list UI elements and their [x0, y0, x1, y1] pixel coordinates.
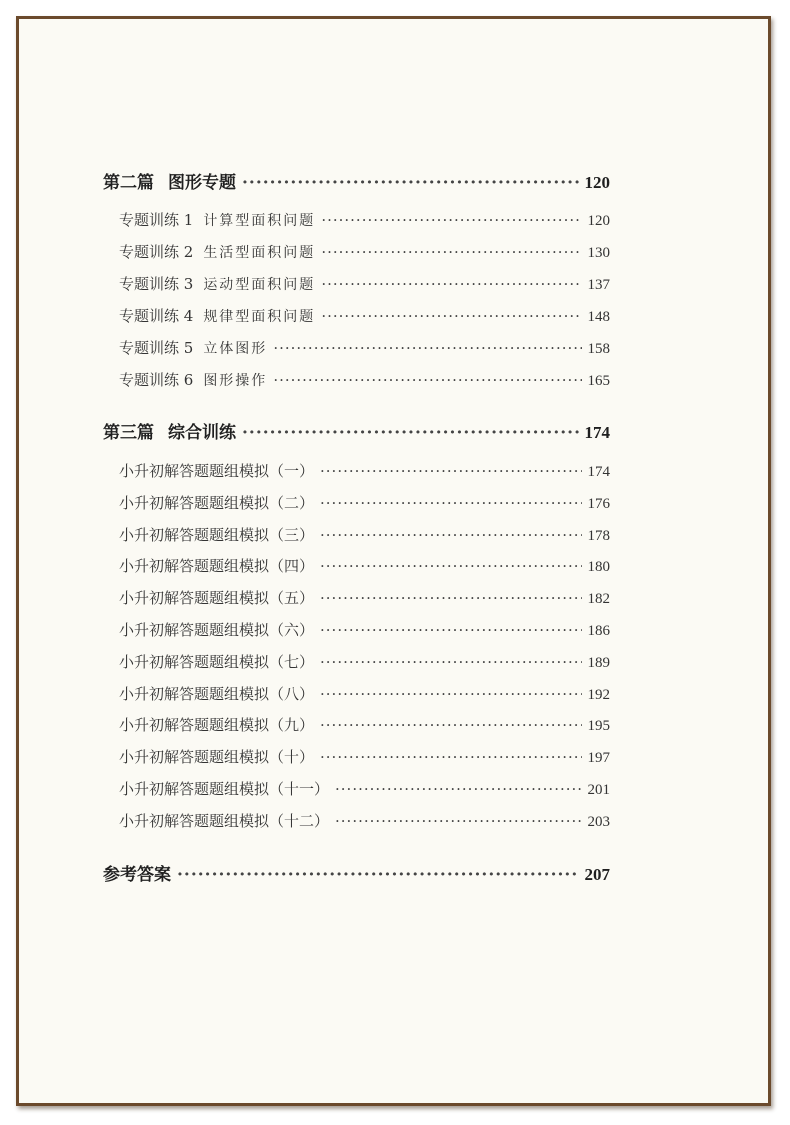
page-number: 137 [587, 277, 610, 293]
toc-entry[interactable] [119, 778, 610, 799]
entry-prefix: 专题训练 4 [119, 307, 194, 325]
toc-entry[interactable] [119, 651, 610, 672]
page-number: 158 [587, 341, 610, 357]
book-page [16, 16, 771, 1106]
toc-entry[interactable] [119, 492, 610, 513]
page-number: 180 [587, 559, 610, 575]
page-number: 186 [587, 623, 610, 639]
toc-section-heading[interactable] [103, 168, 610, 193]
toc-section-heading[interactable] [103, 418, 610, 443]
dot-leader [320, 653, 581, 671]
toc-entry[interactable] [119, 587, 610, 608]
entry-title: 小升初解答题题组模拟（十） [119, 748, 315, 766]
entry-title: 小升初解答题题组模拟（四） [119, 557, 315, 575]
entry-title: 小升初解答题题组模拟（五） [119, 589, 315, 607]
dot-leader [321, 243, 581, 261]
entry-prefix: 专题训练 5 [119, 339, 194, 357]
toc-section-heading[interactable] [103, 860, 610, 885]
page-number: 195 [587, 718, 610, 734]
dot-leader [321, 307, 581, 325]
page-number: 189 [587, 655, 610, 671]
dot-leader [242, 173, 579, 193]
dot-leader [320, 526, 581, 544]
toc-entry[interactable] [119, 683, 610, 704]
section-label: 第二篇 图形专题 [103, 173, 236, 193]
page-number: 192 [587, 687, 610, 703]
dot-leader [273, 339, 581, 357]
dot-leader [320, 557, 581, 575]
entry-title: 规律型面积问题 [203, 309, 316, 325]
page-number: 176 [587, 496, 610, 512]
entry-title: 小升初解答题题组模拟（六） [119, 621, 315, 639]
dot-leader [273, 371, 581, 389]
toc-entry[interactable] [119, 524, 610, 545]
dot-leader [335, 812, 581, 830]
toc-entry[interactable] [119, 555, 610, 576]
dot-leader [321, 275, 581, 293]
page-number: 165 [587, 373, 610, 389]
toc-entry[interactable] [119, 305, 610, 326]
table-of-contents [19, 19, 768, 1103]
toc-entry[interactable] [119, 337, 610, 358]
dot-leader [320, 748, 581, 766]
dot-leader [320, 685, 581, 703]
page-number: 197 [587, 750, 610, 766]
entry-title: 小升初解答题题组模拟（七） [119, 653, 315, 671]
entry-title: 立体图形 [203, 341, 268, 357]
entry-title: 小升初解答题题组模拟（九） [119, 716, 315, 734]
page-number: 207 [584, 865, 610, 884]
entry-title: 生活型面积问题 [203, 245, 316, 261]
entry-prefix: 专题训练 2 [119, 243, 194, 261]
entry-title: 小升初解答题题组模拟（一） [119, 462, 315, 480]
dot-leader [177, 865, 579, 885]
page-number: 178 [587, 528, 610, 544]
page-number: 130 [587, 245, 610, 261]
toc-entry[interactable] [119, 241, 610, 262]
dot-leader [320, 462, 581, 480]
toc-entry[interactable] [119, 273, 610, 294]
dot-leader [320, 716, 581, 734]
dot-leader [335, 780, 581, 798]
toc-entry[interactable] [119, 746, 610, 767]
toc-entry[interactable] [119, 810, 610, 831]
dot-leader [320, 494, 581, 512]
dot-leader [320, 589, 581, 607]
entry-title: 运动型面积问题 [203, 277, 316, 293]
dot-leader [320, 621, 581, 639]
toc-entry[interactable] [119, 460, 610, 481]
toc-entry[interactable] [119, 369, 610, 390]
page-number: 120 [584, 173, 610, 192]
entry-prefix: 专题训练 3 [119, 275, 194, 293]
section-label: 第三篇 综合训练 [103, 423, 236, 443]
toc-entry[interactable] [119, 714, 610, 735]
entry-title: 小升初解答题题组模拟（十二） [119, 812, 330, 830]
entry-title: 计算型面积问题 [203, 213, 316, 229]
entry-title: 图形操作 [203, 373, 268, 389]
entry-title: 小升初解答题题组模拟（三） [119, 526, 315, 544]
entry-prefix: 专题训练 1 [119, 211, 194, 229]
page-number: 203 [587, 814, 610, 830]
page-number: 120 [587, 213, 610, 229]
entry-title: 小升初解答题题组模拟（八） [119, 685, 315, 703]
page-number: 174 [584, 423, 610, 442]
dot-leader [242, 423, 579, 443]
toc-entry[interactable] [119, 619, 610, 640]
page-number: 148 [587, 309, 610, 325]
page-number: 182 [587, 591, 610, 607]
dot-leader [321, 211, 581, 229]
section-label: 参考答案 [103, 865, 171, 885]
page-number: 201 [587, 782, 610, 798]
toc-entry[interactable] [119, 209, 610, 230]
entry-title: 小升初解答题题组模拟（二） [119, 494, 315, 512]
page-number: 174 [587, 464, 610, 480]
entry-title: 小升初解答题题组模拟（十一） [119, 780, 330, 798]
entry-prefix: 专题训练 6 [119, 371, 194, 389]
